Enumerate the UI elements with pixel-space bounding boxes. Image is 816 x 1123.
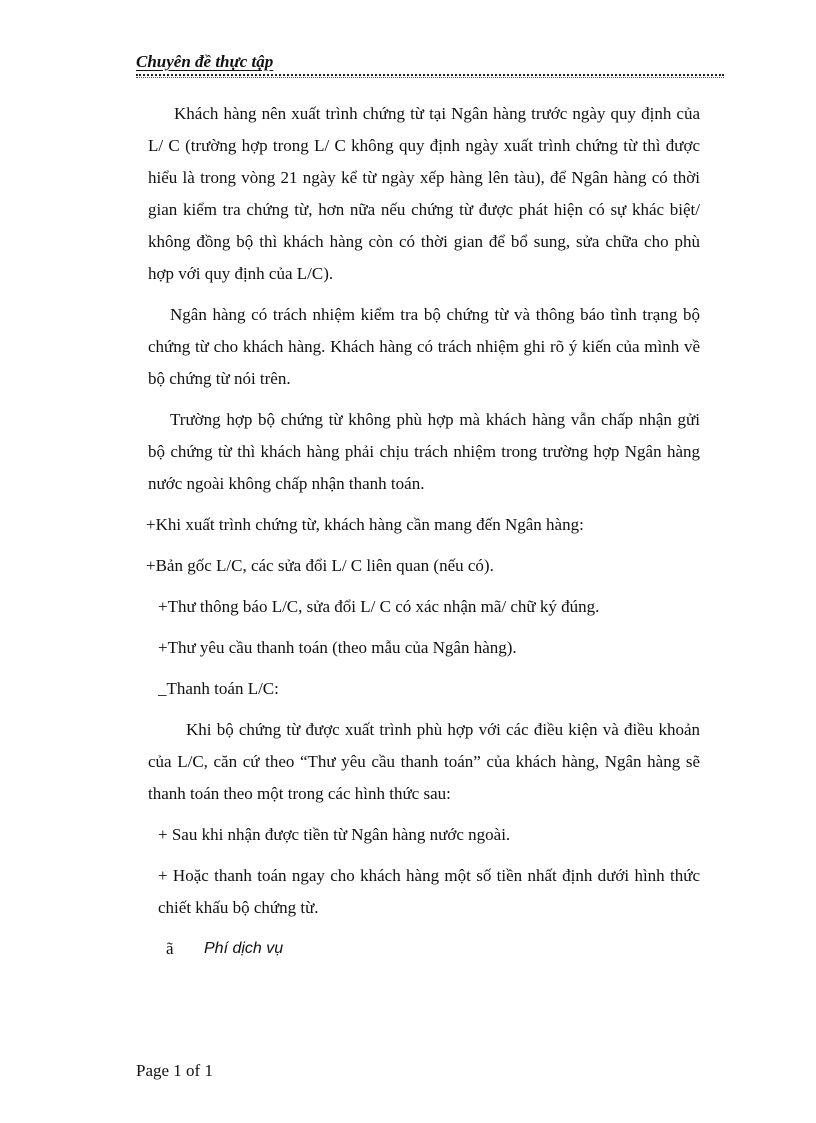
paragraph-discount-option: + Hoặc thanh toán ngay cho khách hàng một số tiền nhất định dưới hình thức chiết khấu bộ chứng từ.	[158, 866, 700, 917]
bullet-glyph: ã	[166, 939, 174, 958]
section-heading-lc-payment: _Thanh toán L/C:	[158, 679, 279, 698]
paragraph-noncompliant-docs: Trường hợp bộ chứng từ không phù hợp mà khách hàng vẫn chấp nhận gửi bộ chứng từ thì khách hàng phải chịu trách nhiệm trong trường hợp Ngân hàng nước ngoài không chấp nhận thanh toán.	[148, 410, 700, 493]
header-title: Chuyên đề thực tập	[136, 52, 274, 71]
header-divider-secondary	[136, 77, 724, 78]
list-item-documents-required: +Khi xuất trình chứng từ, khách hàng cần mang đến Ngân hàng:	[146, 515, 584, 534]
document-body	[148, 98, 700, 965]
paragraph-bank-responsibility: Ngân hàng có trách nhiệm kiểm tra bộ chứng từ và thông báo tình trạng bộ chứng từ cho khách hàng. Khách hàng có trách nhiệm ghi rõ ý kiến của mình về bộ chứng từ nói trên.	[148, 305, 700, 388]
paragraph-submission-deadline: Khách hàng nên xuất trình chứng từ tại Ngân hàng trước ngày quy định của L/ C (trường hợp trong L/ C không quy định ngày xuất trình chứng từ thì được hiểu là trong vòng 21 ngày kể từ ngày xếp hàng lên tàu), để Ngân hàng có thời gian kiểm tra chứng từ, hơn nữa nếu chứng từ được phát hiện có sự khác biệt/ không đồng bộ thì khách hàng còn có thời gian để bổ sung, sửa chữa cho phù hợp với quy định của L/C).	[148, 104, 700, 283]
list-item-after-receiving-funds: + Sau khi nhận được tiền từ Ngân hàng nước ngoài.	[158, 825, 511, 844]
list-item-notification-letter: +Thư thông báo L/C, sửa đổi L/ C có xác nhận mã/ chữ ký đúng.	[158, 597, 600, 616]
list-item-payment-request: +Thư yêu cầu thanh toán (theo mẫu của Ngân hàng).	[158, 638, 517, 657]
list-item-original-lc: +Bản gốc L/C, các sửa đổi L/ C liên quan (nếu có).	[146, 556, 494, 575]
paragraph-payment-conditions: Khi bộ chứng từ được xuất trình phù hợp với các điều kiện và điều khoản của L/C, căn cứ theo “Thư yêu cầu thanh toán” của khách hàng, Ngân hàng sẽ thanh toán theo một trong các hình thức sau:	[148, 720, 700, 803]
page-header	[136, 52, 724, 72]
bullet-service-fee	[148, 933, 700, 965]
page-footer-number: Page 1 of 1	[136, 1061, 213, 1080]
bullet-text-service-fee: Phí dịch vụ	[204, 940, 284, 957]
header-divider	[136, 74, 724, 76]
